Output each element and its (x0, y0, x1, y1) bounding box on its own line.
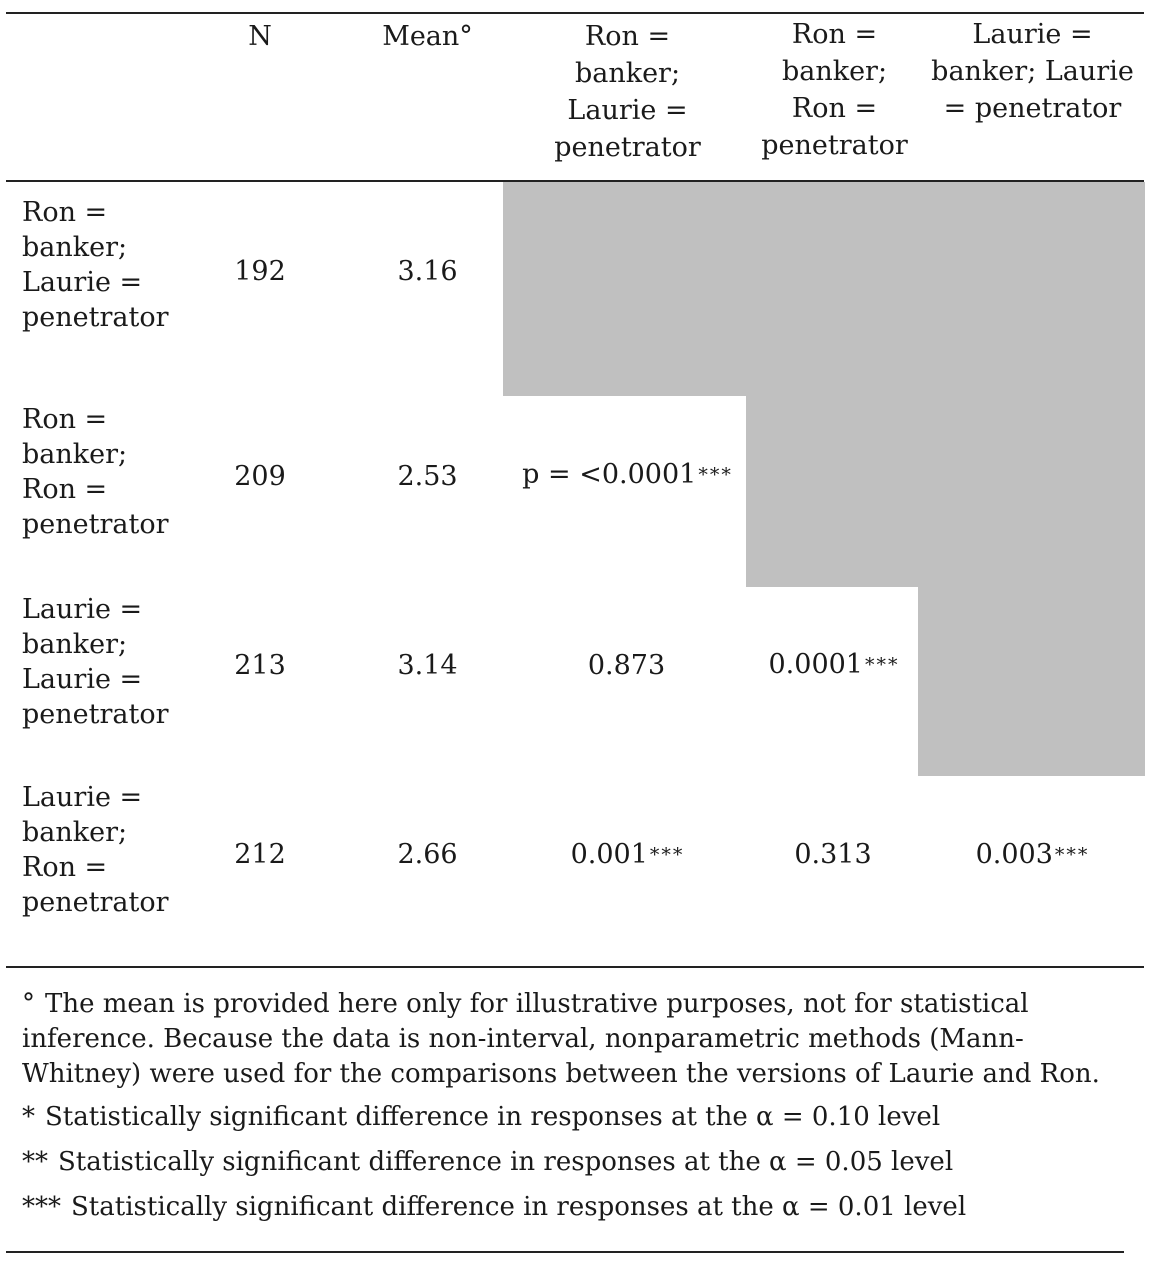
asterisk-three: *** (22, 1192, 61, 1222)
footnote-mean: ° The mean is provided here only for illustrative purposes, not for statistical inference. Because the data is non-interval, nonparametric methods (Mann-Whitney) were used for the comparisons between the versions of Laurie and Ron. (22, 989, 1100, 1089)
shade-row3 (918, 587, 1145, 776)
asterisk-two: ** (22, 1147, 48, 1177)
header-ron-banker-laurie-penetrator: Ron = banker; Laurie = penetrator (554, 21, 701, 163)
row-label-2: Ron = banker; Ron = penetrator (22, 404, 169, 540)
shade-row2 (746, 396, 1145, 587)
footnote-bottom-rule (6, 1251, 1124, 1253)
row1-n: 192 (234, 256, 286, 287)
shade-row1 (503, 182, 1145, 396)
header-ron-banker-ron-penetrator: Ron = banker; Ron = penetrator (761, 19, 908, 161)
footnote-sig-005: ** Statistically significant difference in responses at the α = 0.05 level (22, 1147, 954, 1177)
row-label-4: Laurie = banker; Ron = penetrator (22, 782, 169, 918)
significance-stars: *** (1054, 844, 1090, 866)
row-label-3: Laurie = banker; Laurie = penetrator (22, 594, 169, 730)
significance-stars: *** (698, 464, 733, 486)
header-n: N (248, 21, 272, 52)
significance-stars: *** (864, 654, 900, 676)
row4-vs-ron-banker-ron-penetrator: 0.313 (794, 839, 872, 870)
row4-vs-laurie-banker-laurie-penetrator: 0.003 *** (920, 835, 1145, 875)
row3-vs-ron-banker-ron-penetrator: 0.0001 *** (750, 645, 918, 685)
row-label-1: Ron = banker; Laurie = penetrator (22, 197, 169, 333)
row2-vs-ron-banker-laurie-penetrator: p = <0.0001 *** (505, 455, 750, 495)
row4-n: 212 (234, 839, 286, 870)
row4-mean: 2.66 (397, 839, 458, 870)
row3-n: 213 (234, 650, 286, 681)
row3-mean: 3.14 (397, 650, 458, 681)
top-rule (6, 12, 1144, 14)
footnote-sig-001: *** Statistically significant difference in responses at the α = 0.01 level (22, 1192, 967, 1222)
header-laurie-banker-laurie-penetrator: Laurie = banker; Laurie = penetrator (931, 19, 1134, 124)
table-bottom-rule (6, 966, 1144, 968)
footnotes (22, 987, 1132, 1225)
row2-n: 209 (234, 461, 286, 492)
row1-mean: 3.16 (397, 256, 458, 287)
footnote-sig-010: * Statistically significant difference in responses at the α = 0.10 level (22, 1102, 941, 1132)
header-mean: Mean° (382, 21, 473, 52)
row3-vs-ron-banker-laurie-penetrator: 0.873 (587, 650, 666, 681)
asterisk-one: * (22, 1102, 35, 1132)
row2-mean: 2.53 (397, 461, 458, 492)
significance-stars: *** (649, 844, 685, 866)
degree-symbol: ° (22, 989, 35, 1019)
row4-vs-ron-banker-laurie-penetrator: 0.001 *** (505, 835, 750, 875)
